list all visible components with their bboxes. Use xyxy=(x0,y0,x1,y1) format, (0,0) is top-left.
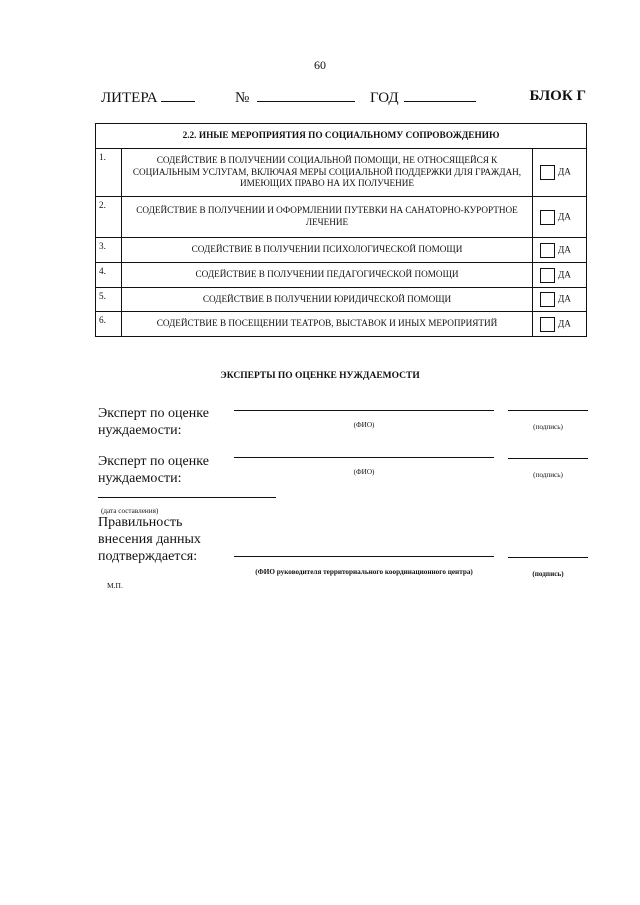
table-row xyxy=(96,312,587,337)
expert-2-sign-caption: (подпись) xyxy=(533,471,563,479)
checkbox-label: ДА xyxy=(558,166,571,177)
table-title-row xyxy=(96,124,587,149)
row-number: 2. xyxy=(96,197,122,238)
row-text: СОДЕЙСТВИЕ В ПОСЕЩЕНИИ ТЕАТРОВ, ВЫСТАВОК И ИНЫХ МЕРОПРИЯТИЙ xyxy=(122,312,533,337)
litera-label: ЛИТЕРА xyxy=(101,90,158,106)
row-text: СОДЕЙСТВИЕ В ПОЛУЧЕНИИ ПСИХОЛОГИЧЕСКОЙ ПОМОЩИ xyxy=(122,238,533,263)
year-field[interactable] xyxy=(370,89,476,107)
experts-title: ЭКСПЕРТЫ ПО ОЦЕНКЕ НУЖДАЕМОСТИ xyxy=(220,371,420,381)
expert-label-line: Эксперт по оценке xyxy=(98,406,209,421)
confirmation-label-line: подтверждается: xyxy=(98,549,198,564)
row-text: СОДЕЙСТВИЕ В ПОЛУЧЕНИИ СОЦИАЛЬНОЙ ПОМОЩИ, НЕ ОТНОСЯЩЕЙСЯ К СОЦИАЛЬНЫМ УСЛУГАМ, ВКЛЮЧАЯ МЕРЫ СОЦИАЛЬНОЙ ПОДДЕРЖКИ ДЛЯ ГРАЖДАН, ИМЕЮЩИХ ПРАВО НА ИХ ПОЛУЧЕНИЕ xyxy=(122,149,533,197)
expert-1-fio-line[interactable] xyxy=(234,410,494,411)
confirmation-label-line: внесения данных xyxy=(98,532,201,547)
litera-blank[interactable] xyxy=(161,89,195,102)
checkbox-box[interactable] xyxy=(540,210,555,225)
checkbox-label: ДА xyxy=(558,293,571,304)
expert-label-line: нуждаемости: xyxy=(98,423,182,438)
row-number: 5. xyxy=(96,288,122,312)
expert-2-fio-caption: (ФИО) xyxy=(353,468,375,476)
row-text: СОДЕЙСТВИЕ В ПОЛУЧЕНИИ ПЕДАГОГИЧЕСКОЙ ПОМОЩИ xyxy=(122,263,533,288)
page-number: 60 xyxy=(314,58,326,72)
litera-field[interactable] xyxy=(101,89,195,107)
stamp-place: М.П. xyxy=(107,581,123,590)
head-fio-line[interactable] xyxy=(234,556,494,557)
expert-1-label xyxy=(98,405,209,439)
expert-1-sign-line[interactable] xyxy=(508,410,588,411)
yes-checkbox[interactable] xyxy=(533,263,587,288)
table-row xyxy=(96,197,587,238)
checkbox-label: ДА xyxy=(558,269,571,280)
expert-2-sign-line[interactable] xyxy=(508,458,588,459)
checkbox-box[interactable] xyxy=(540,268,555,283)
confirmation-label xyxy=(98,514,201,565)
expert-2-fio-line[interactable] xyxy=(234,457,494,458)
row-number: 3. xyxy=(96,238,122,263)
head-sign-caption: (подпись) xyxy=(532,570,564,578)
head-fio-caption: (ФИО руководителя территориального координационного центра) xyxy=(255,568,473,576)
checkbox-label: ДА xyxy=(558,211,571,222)
checkbox-box[interactable] xyxy=(540,243,555,258)
year-label: ГОД xyxy=(370,90,399,106)
expert-2-label xyxy=(98,453,209,487)
row-text: СОДЕЙСТВИЕ В ПОЛУЧЕНИИ ЮРИДИЧЕСКОЙ ПОМОЩИ xyxy=(122,288,533,312)
row-number: 1. xyxy=(96,149,122,197)
checkbox-box[interactable] xyxy=(540,317,555,332)
checkbox-box[interactable] xyxy=(540,165,555,180)
head-sign-line[interactable] xyxy=(508,557,588,558)
confirmation-label-line: Правильность xyxy=(98,515,183,530)
row-number: 4. xyxy=(96,263,122,288)
checkbox-label: ДА xyxy=(558,244,571,255)
measures-table xyxy=(95,123,587,337)
section-title: 2.2. ИНЫЕ МЕРОПРИЯТИЯ ПО СОЦИАЛЬНОМУ СОПРОВОЖДЕНИЮ xyxy=(96,124,587,149)
yes-checkbox[interactable] xyxy=(533,197,587,238)
expert-1-fio-caption: (ФИО) xyxy=(353,421,375,429)
checkbox-label: ДА xyxy=(558,318,571,329)
table-row xyxy=(96,238,587,263)
table-row xyxy=(96,288,587,312)
checkbox-box[interactable] xyxy=(540,292,555,307)
row-number: 6. xyxy=(96,312,122,337)
number-blank[interactable] xyxy=(257,89,355,102)
table-row xyxy=(96,263,587,288)
yes-checkbox[interactable] xyxy=(533,312,587,337)
yes-checkbox[interactable] xyxy=(533,288,587,312)
date-line[interactable] xyxy=(98,497,276,498)
table-row xyxy=(96,149,587,197)
yes-checkbox[interactable] xyxy=(533,238,587,263)
expert-label-line: Эксперт по оценке xyxy=(98,454,209,469)
number-field[interactable] xyxy=(235,89,355,107)
expert-label-line: нуждаемости: xyxy=(98,471,182,486)
year-blank[interactable] xyxy=(404,89,476,102)
expert-1-sign-caption: (подпись) xyxy=(533,423,563,431)
block-label: БЛОК Г xyxy=(529,88,586,104)
yes-checkbox[interactable] xyxy=(533,149,587,197)
number-label: № xyxy=(235,90,250,106)
date-caption: (дата составления) xyxy=(101,507,159,515)
row-text: СОДЕЙСТВИЕ В ПОЛУЧЕНИИ И ОФОРМЛЕНИИ ПУТЕВКИ НА САНАТОРНО-КУРОРТНОЕ ЛЕЧЕНИЕ xyxy=(122,197,533,238)
